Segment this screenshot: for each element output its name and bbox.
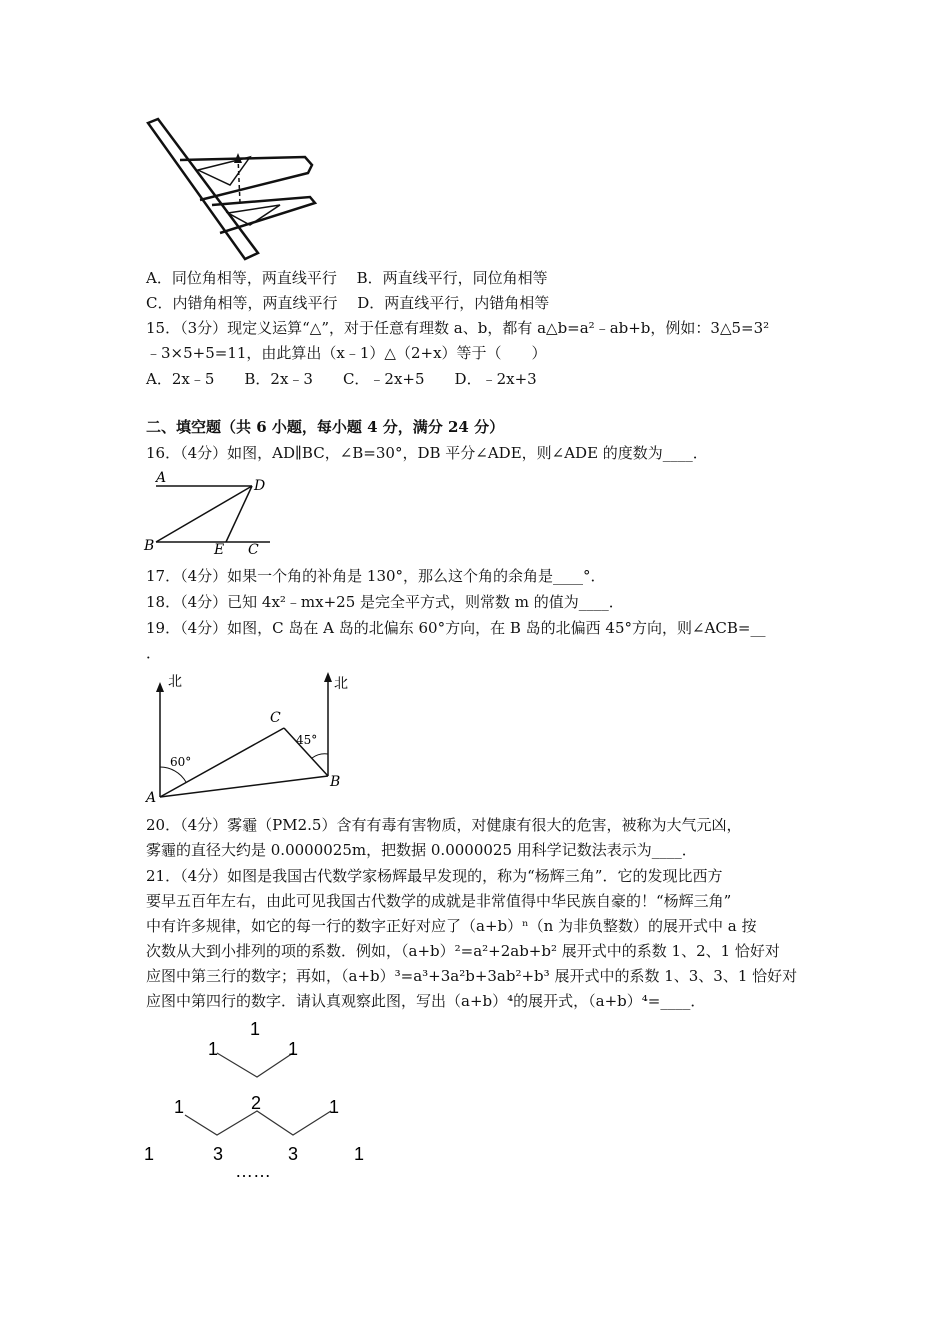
q14-options-line1: A．同位角相等，两直线平行 B．两直线平行，同位角相等 <box>146 269 548 287</box>
q19-label-b: B <box>330 774 341 790</box>
triangle-row3-num: 1 <box>329 1097 340 1117</box>
triangle-row4-num: 1 <box>354 1144 365 1164</box>
lower-set-square <box>212 197 315 233</box>
q16-figure <box>140 470 280 560</box>
q19-north-label-1: 北 <box>168 674 182 690</box>
triangle-row2-num: 1 <box>288 1039 299 1059</box>
q19-label-a: A <box>146 790 157 806</box>
q19-line2: ． <box>146 644 162 662</box>
q16-label-d: D <box>254 478 266 494</box>
triangle-row4-num: 3 <box>288 1144 299 1164</box>
triangle-row3-num: 2 <box>251 1093 262 1113</box>
q16-label-a: A <box>156 470 167 486</box>
q19-north-label-2: 北 <box>334 676 348 692</box>
dashed-line <box>238 157 240 203</box>
q21-line6: 应图中第四行的数字．请认真观察此图，写出（a+b）⁴的展开式，（a+b）⁴=____． <box>146 992 706 1010</box>
section2-title: 二、填空题（共 6 小题，每小题 4 分，满分 24 分） <box>146 418 505 436</box>
q14-set-square-figure <box>140 115 320 265</box>
q19-figure <box>140 672 360 807</box>
triangle-row2-num: 1 <box>208 1039 219 1059</box>
q15-line2: ﹣3×5+5=11，由此算出（x﹣1）△（2+x）等于（ ） <box>146 344 547 362</box>
q16-text: 16．（4分）如图，AD∥BC，∠B=30°，DB 平分∠ADE，则∠ADE 的度数为____． <box>146 444 708 462</box>
q21-line1: 21．（4分）如图是我国古代数学家杨辉最早发现的，称为“杨辉三角”．它的发现比西方 <box>146 867 723 885</box>
q16-label-e: E <box>214 542 225 558</box>
triangle-ellipsis: …… <box>235 1161 271 1181</box>
q19-angle-60: 60° <box>170 755 192 769</box>
q18-text: 18．（4分）已知 4x²﹣mx+25 是完全平方式，则常数 m 的值为____． <box>146 593 624 611</box>
triangle-row4-num: 3 <box>213 1144 224 1164</box>
triangle-row4-num: 1 <box>144 1144 155 1164</box>
q20-line1: 20．（4分）雾霾（PM2.5）含有有毒有害物质，对健康有很大的危害，被称为大气元凶， <box>146 816 742 834</box>
q15-line1: 15．（3分）现定义运算“△”，对于任意有理数 a、b，都有 a△b=a²﹣ab+b，例如：3△5=3² <box>146 319 770 337</box>
upper-triangle-hole <box>198 157 250 185</box>
triangle-row1-num: 1 <box>250 1019 261 1039</box>
q19-label-c: C <box>270 710 281 726</box>
q16-label-b: B <box>144 538 155 554</box>
q19-angle-45: 45° <box>296 733 318 747</box>
triangle-row3-num: 1 <box>174 1097 185 1117</box>
q21-line3: 中有许多规律，如它的每一行的数字正好对应了（a+b）ⁿ（n 为非负整数）的展开式中 a 按 <box>146 917 757 935</box>
q20-line2: 雾霾的直径大约是 0.0000025m，把数据 0.0000025 用科学记数法表示为____． <box>146 841 697 859</box>
q21-line2: 要早五百年左右，由此可见我国古代数学的成就是非常值得中华民族自豪的！“杨辉三角” <box>146 892 732 910</box>
north-arrow-icon <box>324 672 332 682</box>
north-arrow-icon <box>156 682 164 692</box>
q19-line1: 19．（4分）如图，C 岛在 A 岛的北偏东 60°方向，在 B 岛的北偏西 45°方向，则∠ACB=__ <box>146 619 766 637</box>
q14-options-line2: C．内错角相等，两直线平行 D．两直线平行，内错角相等 <box>146 294 550 312</box>
q21-line4: 次数从大到小排列的项的系数．例如，（a+b）²=a²+2ab+b² 展开式中的系数 1、2、1 恰好对 <box>146 942 780 960</box>
yang-hui-triangle-figure <box>135 1015 385 1185</box>
q17-text: 17．（4分）如果一个角的补角是 130°，那么这个角的余角是____°． <box>146 567 606 585</box>
q16-label-c: C <box>248 542 259 558</box>
q15-options: A．2x﹣5 B．2x﹣3 C．﹣2x+5 D．﹣2x+3 <box>146 370 537 388</box>
q21-line5: 应图中第三行的数字；再如，（a+b）³=a³+3a²b+3ab²+b³ 展开式中的系数 1、3、3、1 恰好对 <box>146 967 798 985</box>
